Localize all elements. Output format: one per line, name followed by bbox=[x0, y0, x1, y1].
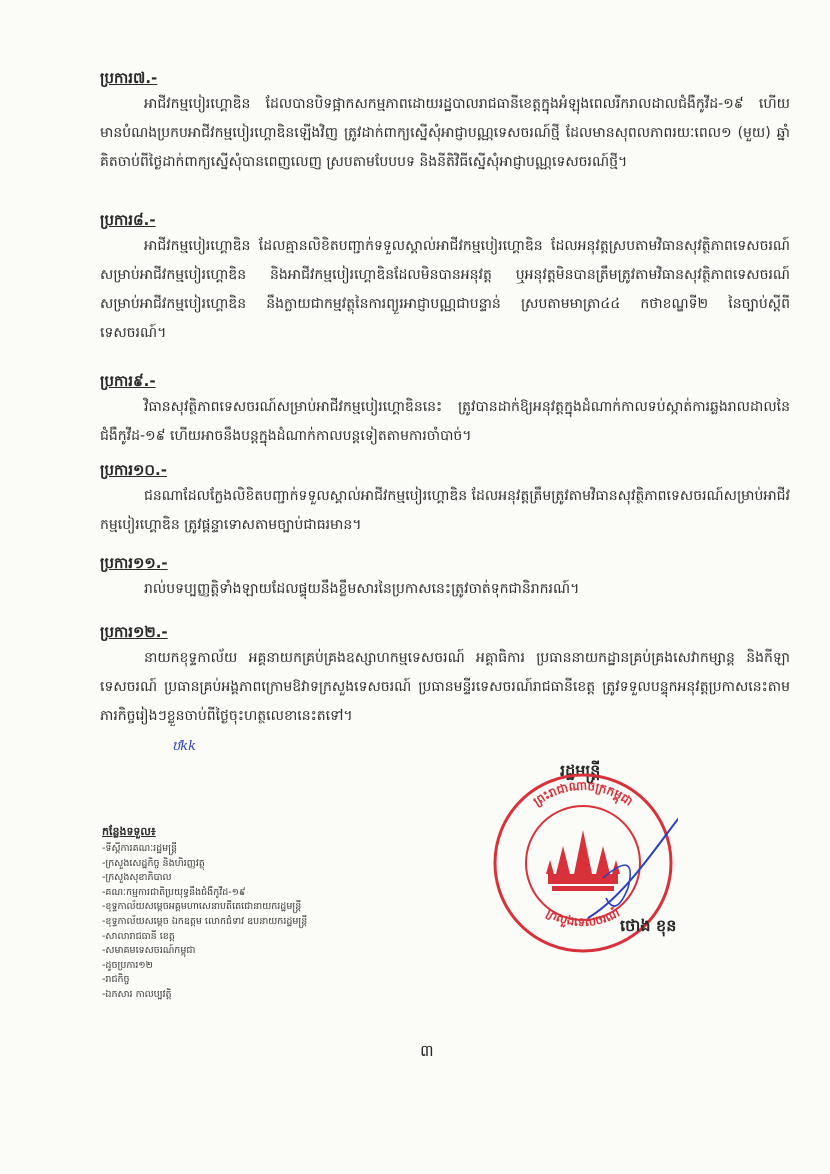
article-text: អាជីវកម្មបៀរហ្គោឌិន ដែលបានបិទផ្អាកសកម្មភាពដោយរដ្ឋបាលរាជធានីខេត្តក្នុងអំឡុងពេលរីករាលដាលជំងឺកូវីដ-១៩ ហើយមានបំណងប្រកបអាជីវកម្មបៀរហ្គោឌិនឡើងវិញ ត្រូវដាក់ពាក្យស្នើសុំអាជ្ញាបណ្ណទេសចរណ៍ថ្មី ដែលមានសុពលភាពរយៈពេល១ (មួយ) ឆ្នាំ គិតចាប់ពីថ្ងៃដាក់ពាក្យស្នើសុំបានពេញលេញ ស្របតាមបែបបទ និងនីតិវិធីស្នើសុំអាជ្ញាបណ្ណទេសចរណ៍ថ្មី។ bbox=[100, 96, 790, 170]
signatory-title: រដ្ឋមន្ត្រី bbox=[560, 761, 601, 780]
article-11 bbox=[100, 551, 790, 604]
recipient-item: -ឯកសារ កាលប្បវត្តិ bbox=[102, 988, 172, 1000]
article-heading: ប្រការ៧.- bbox=[100, 69, 158, 87]
recipient-item: -គណៈកម្មការជាតិប្រយុទ្ធនឹងជំងឺកូវីដ-១៩ bbox=[102, 886, 246, 898]
article-heading: ប្រការ១០.- bbox=[100, 461, 167, 479]
seal-top-text: ព្រះរាជាណាចក្រកម្ពុជា bbox=[530, 778, 636, 809]
signatory-name: ថោង ខុន bbox=[620, 916, 677, 935]
article-heading: ប្រការ១១.- bbox=[100, 554, 168, 572]
recipient-item: -រាជកិច្ច bbox=[102, 974, 130, 986]
article-heading: ប្រការ៨.- bbox=[100, 211, 156, 229]
article-text: រាល់បទប្បញ្ញត្តិទាំងឡាយដែលផ្ទុយនឹងខ្លឹមសារនៃប្រកាសនេះត្រូវចាត់ទុកជានិរាករណ៍។ bbox=[144, 581, 580, 597]
recipient-item: -សមាគមទេសចរណ៍កម្ពុជា bbox=[102, 945, 196, 957]
recipient-item: -ទីស្តីការគណៈរដ្ឋមន្ត្រី bbox=[102, 843, 178, 854]
article-7 bbox=[100, 66, 790, 177]
article-heading: ប្រការ១២.- bbox=[100, 623, 168, 641]
recipients-heading: កន្លែងទទួល៖ bbox=[102, 825, 156, 838]
article-text: វិធានសុវត្ថិភាពទេសចរណ៍សម្រាប់អាជីវកម្មបៀរហ្គោឌិននេះ ត្រូវបានដាក់ឱ្យអនុវត្តក្នុងដំណាក់កាលទប់ស្កាត់ការឆ្លងរាលដាលនៃជំងឺកូវីដ-១៩ ហើយអាចនឹងបន្តក្នុងដំណាក់កាលបន្តទៀតតាមការចាំបាច់។ bbox=[100, 399, 790, 444]
recipients-list bbox=[102, 822, 522, 1003]
article-text: ជនណាដែលក្លែងលិខិតបញ្ជាក់ទទួលស្គាល់អាជីវកម្មបៀរហ្គោឌិន ដែលអនុវត្តត្រឹមត្រូវតាមវិធានសុវត្ថិភាពទេសចរណ៍សម្រាប់អាជីវកម្មបៀរហ្គោឌិន ត្រូវផ្តន្ទាទោសតាមច្បាប់ជាធរមាន។ bbox=[100, 488, 791, 533]
article-heading: ប្រការ៩.- bbox=[100, 372, 156, 390]
handwritten-note: ឋkk bbox=[172, 739, 197, 754]
angkor-wat-emblem-icon bbox=[546, 830, 620, 891]
page-number: ៣ bbox=[420, 1041, 434, 1060]
seal-bottom-text: ក្រសួងទេសចរណ៍ bbox=[544, 905, 623, 930]
article-10 bbox=[100, 458, 790, 540]
article-12 bbox=[100, 620, 790, 731]
recipient-item: -ដូចប្រការ១២ bbox=[102, 959, 153, 971]
recipient-item: -សាលារាជធានី ខេត្ត bbox=[102, 930, 175, 942]
article-text: អាជីវកម្មបៀរហ្គោឌិន ដែលគ្មានលិខិតបញ្ជាក់ទទួលស្គាល់អាជីវកម្មបៀរហ្គោឌិន ដែលអនុវត្តស្របតាមវិធានសុវត្ថិភាពទេសចរណ៍សម្រាប់អាជីវកម្មបៀរហ្គោឌិន និងអាជីវកម្មបៀរហ្គោឌិនដែលមិនបានអនុវត្ត ឬអនុវត្តមិនបានត្រឹមត្រូវតាមវិធានសុវត្ថិភាពទេសចរណ៍សម្រាប់អាជីវកម្មបៀរហ្គោឌិន នឹងក្លាយជាកម្មវត្ថុនៃការព្យួរអាជ្ញាបណ្ណជាបន្ទាន់ ស្របតាមមាត្រា៤៤ កថាខណ្ឌទី២ នៃច្បាប់ស្តីពីទេសចរណ៍។ bbox=[100, 238, 790, 341]
recipient-item: -ក្រសួងសេដ្ឋកិច្ច និងហិរញ្ញវត្ថុ bbox=[102, 857, 205, 869]
article-8 bbox=[100, 208, 790, 348]
recipient-item: -ក្រសួងសុខាភិបាល bbox=[102, 872, 172, 884]
recipient-item: -ខុទ្ទកាល័យសម្តេច ឯកឧត្តម លោកជំទាវ ឧបនាយករដ្ឋមន្ត្រី bbox=[102, 915, 308, 927]
recipient-item: -ខុទ្ទកាល័យសម្តេចអគ្គមហាសេនាបតីតេជោនាយករដ្ឋមន្ត្រី bbox=[102, 901, 302, 913]
article-9 bbox=[100, 369, 790, 451]
article-text: នាយកខុទ្ទកាល័យ អគ្គនាយកគ្រប់គ្រងឧស្សាហកម្មទេសចរណ៍ អគ្គាធិការ ប្រធាននាយកដ្ឋានគ្រប់គ្រងសេវាកម្សាន្ត និងកីឡាទេសចរណ៍ ប្រធានគ្រប់អង្គភាពក្រោមឱវាទក្រសួងទេសចរណ៍ ប្រធានមន្ទីរទេសចរណ៍រាជធានីខេត្ត ត្រូវទទួលបន្ទុកអនុវត្តប្រកាសនេះតាមភារកិច្ចរៀងៗខ្លួនចាប់ពីថ្ងៃចុះហត្ថលេខានេះតទៅ។ bbox=[100, 650, 790, 724]
